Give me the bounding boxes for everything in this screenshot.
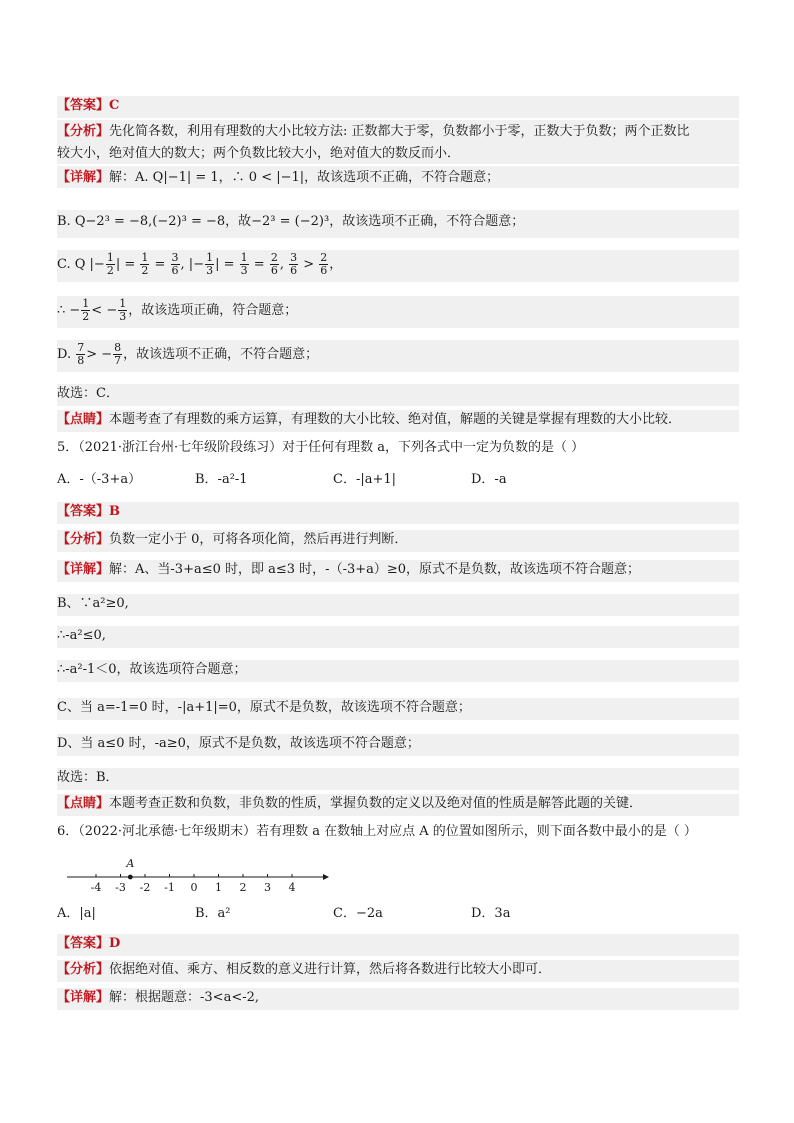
fraction: $\frac{1}{3}$ — [206, 251, 214, 277]
q4-analysis-cont: 较大小，绝对值大的数大；两个负数比较大小，绝对值大的数反而小． — [57, 142, 739, 164]
q5-option-b: B．-a²-1 — [195, 472, 248, 487]
q4-conclusion: 故选：C． — [57, 384, 739, 406]
q5-option-a: A．-（-3+a） — [57, 472, 142, 487]
q5-detail-b1: B、∵a²≥0, — [57, 594, 739, 616]
q5-detail-d: D、当 a≤0 时，-a≥0，原式不是负数，故该选项不符合题意； — [57, 734, 739, 756]
q5-comment: 【点睛】本题考查正数和负数，非负数的性质，掌握负数的定义以及绝对值的性质是解答此题的关键． — [57, 794, 739, 816]
q5-detail-b2: ∴-a²≤0, — [57, 626, 739, 648]
number-line-tick-label: -2 — [139, 881, 151, 894]
number-line — [57, 855, 337, 895]
fraction: $\frac{1}{3}$ — [240, 251, 248, 277]
fraction: $\frac{3}{6}$ — [290, 251, 298, 277]
q5-answer: 【答案】B — [57, 502, 739, 524]
q6-option-a: A．|a| — [57, 906, 96, 921]
point-a-marker — [128, 875, 133, 880]
q5-option-d: D．-a — [471, 472, 507, 487]
number-line-tick-label: 1 — [215, 881, 222, 894]
q5-detail-c: C、当 a=-1=0 时，-|a+1|=0，原式不是负数，故该选项不符合题意； — [57, 698, 739, 720]
q4-detail-c-math: |− $\frac{1}{2}$ | = $\frac{1}{2}$ = $\frac{3}{6}$ , |− $\frac{1}{3}$ | = $\frac{1}{3}$ = $\frac{2}{6}$ , $\frac{3}{6}$ > $\frac{2}{6}$ ， — [89, 251, 343, 277]
q5-detail-a: 【详解】解：A、当-3+a≤0 时，即 a≤3 时，-（-3+a）≥0，原式不是负数，故该选项不符合题意； — [57, 560, 739, 582]
number-line-tick-label: 4 — [288, 881, 296, 894]
q4-detail-d: D. $\frac{7}{8}$ > − $\frac{8}{7}$ ，故该选项不正确，不符合题意； — [57, 340, 739, 372]
q4-detail-c2: ∴ − $\frac{1}{2}$ < − $\frac{1}{3}$ ，故该选项正确，符合题意； — [57, 296, 739, 328]
q4-detail-b: B. Q−2³ = −8,(−2)³ = −8，故−2³ = (−2)³，故该选项不正确，不符合题意； — [57, 210, 739, 238]
fraction: $\frac{7}{8}$ — [77, 341, 85, 367]
q6-detail: 【详解】解：根据题意：-3<a<-2, — [57, 988, 739, 1010]
q6-stem: 6．（2022·河北承德·七年级期末）若有理数 a 在数轴上对应点 A 的位置如图所示，则下面各数中最小的是（ ） — [57, 824, 697, 839]
number-line-tick-label: -1 — [164, 881, 175, 894]
fraction: $\frac{2}{6}$ — [270, 251, 278, 277]
number-line-tick-label: 0 — [190, 881, 198, 894]
q5-options — [57, 472, 739, 488]
number-line-tick-label: -3 — [115, 881, 126, 894]
fraction: $\frac{1}{2}$ — [82, 297, 90, 323]
point-a-label: A — [126, 857, 135, 870]
number-line-tick-label: 2 — [239, 881, 247, 894]
q4-analysis: 【分析】先化简各数，利用有理数的大小比较方法: 正数都大于零，负数都小于零，正数大于负数；两个正数比 — [57, 120, 739, 142]
q6-option-b: B．a² — [195, 906, 231, 921]
number-line-tick-label: 3 — [264, 881, 271, 894]
fraction: $\frac{2}{6}$ — [320, 251, 328, 277]
q4-detail-a: 【详解】解：A. Q|−1| = 1，∴ 0 < |−1|，故该选项不正确，不符合题意； — [57, 166, 739, 188]
fraction: $\frac{1}{2}$ — [106, 251, 114, 277]
q4-answer: 【答案】C — [57, 96, 739, 118]
q6-option-c: C．−2a — [333, 906, 383, 921]
q4-detail-c: C. Q |− $\frac{1}{2}$ | = $\frac{1}{2}$ = $\frac{3}{6}$ , |− $\frac{1}{3}$ | = $\frac{1}{3}$ = $\frac{2}{6}$ , $\frac{3}{6}$ > $\frac{2}{6}$ ， — [57, 250, 739, 282]
q6-answer: 【答案】D — [57, 934, 739, 956]
q6-option-d: D．3a — [471, 906, 511, 921]
q4-comment: 【点睛】本题考查了有理数的乘方运算，有理数的大小比较、绝对值，解题的关键是掌握有理数的大小比较． — [57, 410, 739, 432]
fraction: $\frac{1}{3}$ — [119, 297, 127, 323]
q6-options — [57, 906, 739, 922]
fraction: $\frac{3}{6}$ — [171, 251, 179, 277]
number-line-arrow — [323, 874, 329, 880]
fraction: $\frac{1}{2}$ — [141, 251, 149, 277]
number-line-tick-label: -4 — [90, 881, 102, 894]
fraction: $\frac{8}{7}$ — [114, 341, 122, 367]
q5-detail-b3: ∴-a²-1＜0，故该选项符合题意； — [57, 660, 739, 682]
q5-stem: 5．（2021·浙江台州·七年级阶段练习）对于任何有理数 a，下列各式中一定为负数的是（ ） — [57, 440, 585, 455]
q6-analysis: 【分析】依据绝对值、乘方、相反数的意义进行计算，然后将各数进行比较大小即可． — [57, 960, 739, 982]
q5-option-c: C．-|a+1| — [333, 472, 397, 487]
q5-analysis: 【分析】负数一定小于 0，可将各项化简，然后再进行判断． — [57, 530, 739, 552]
q5-conclusion: 故选：B． — [57, 768, 739, 790]
